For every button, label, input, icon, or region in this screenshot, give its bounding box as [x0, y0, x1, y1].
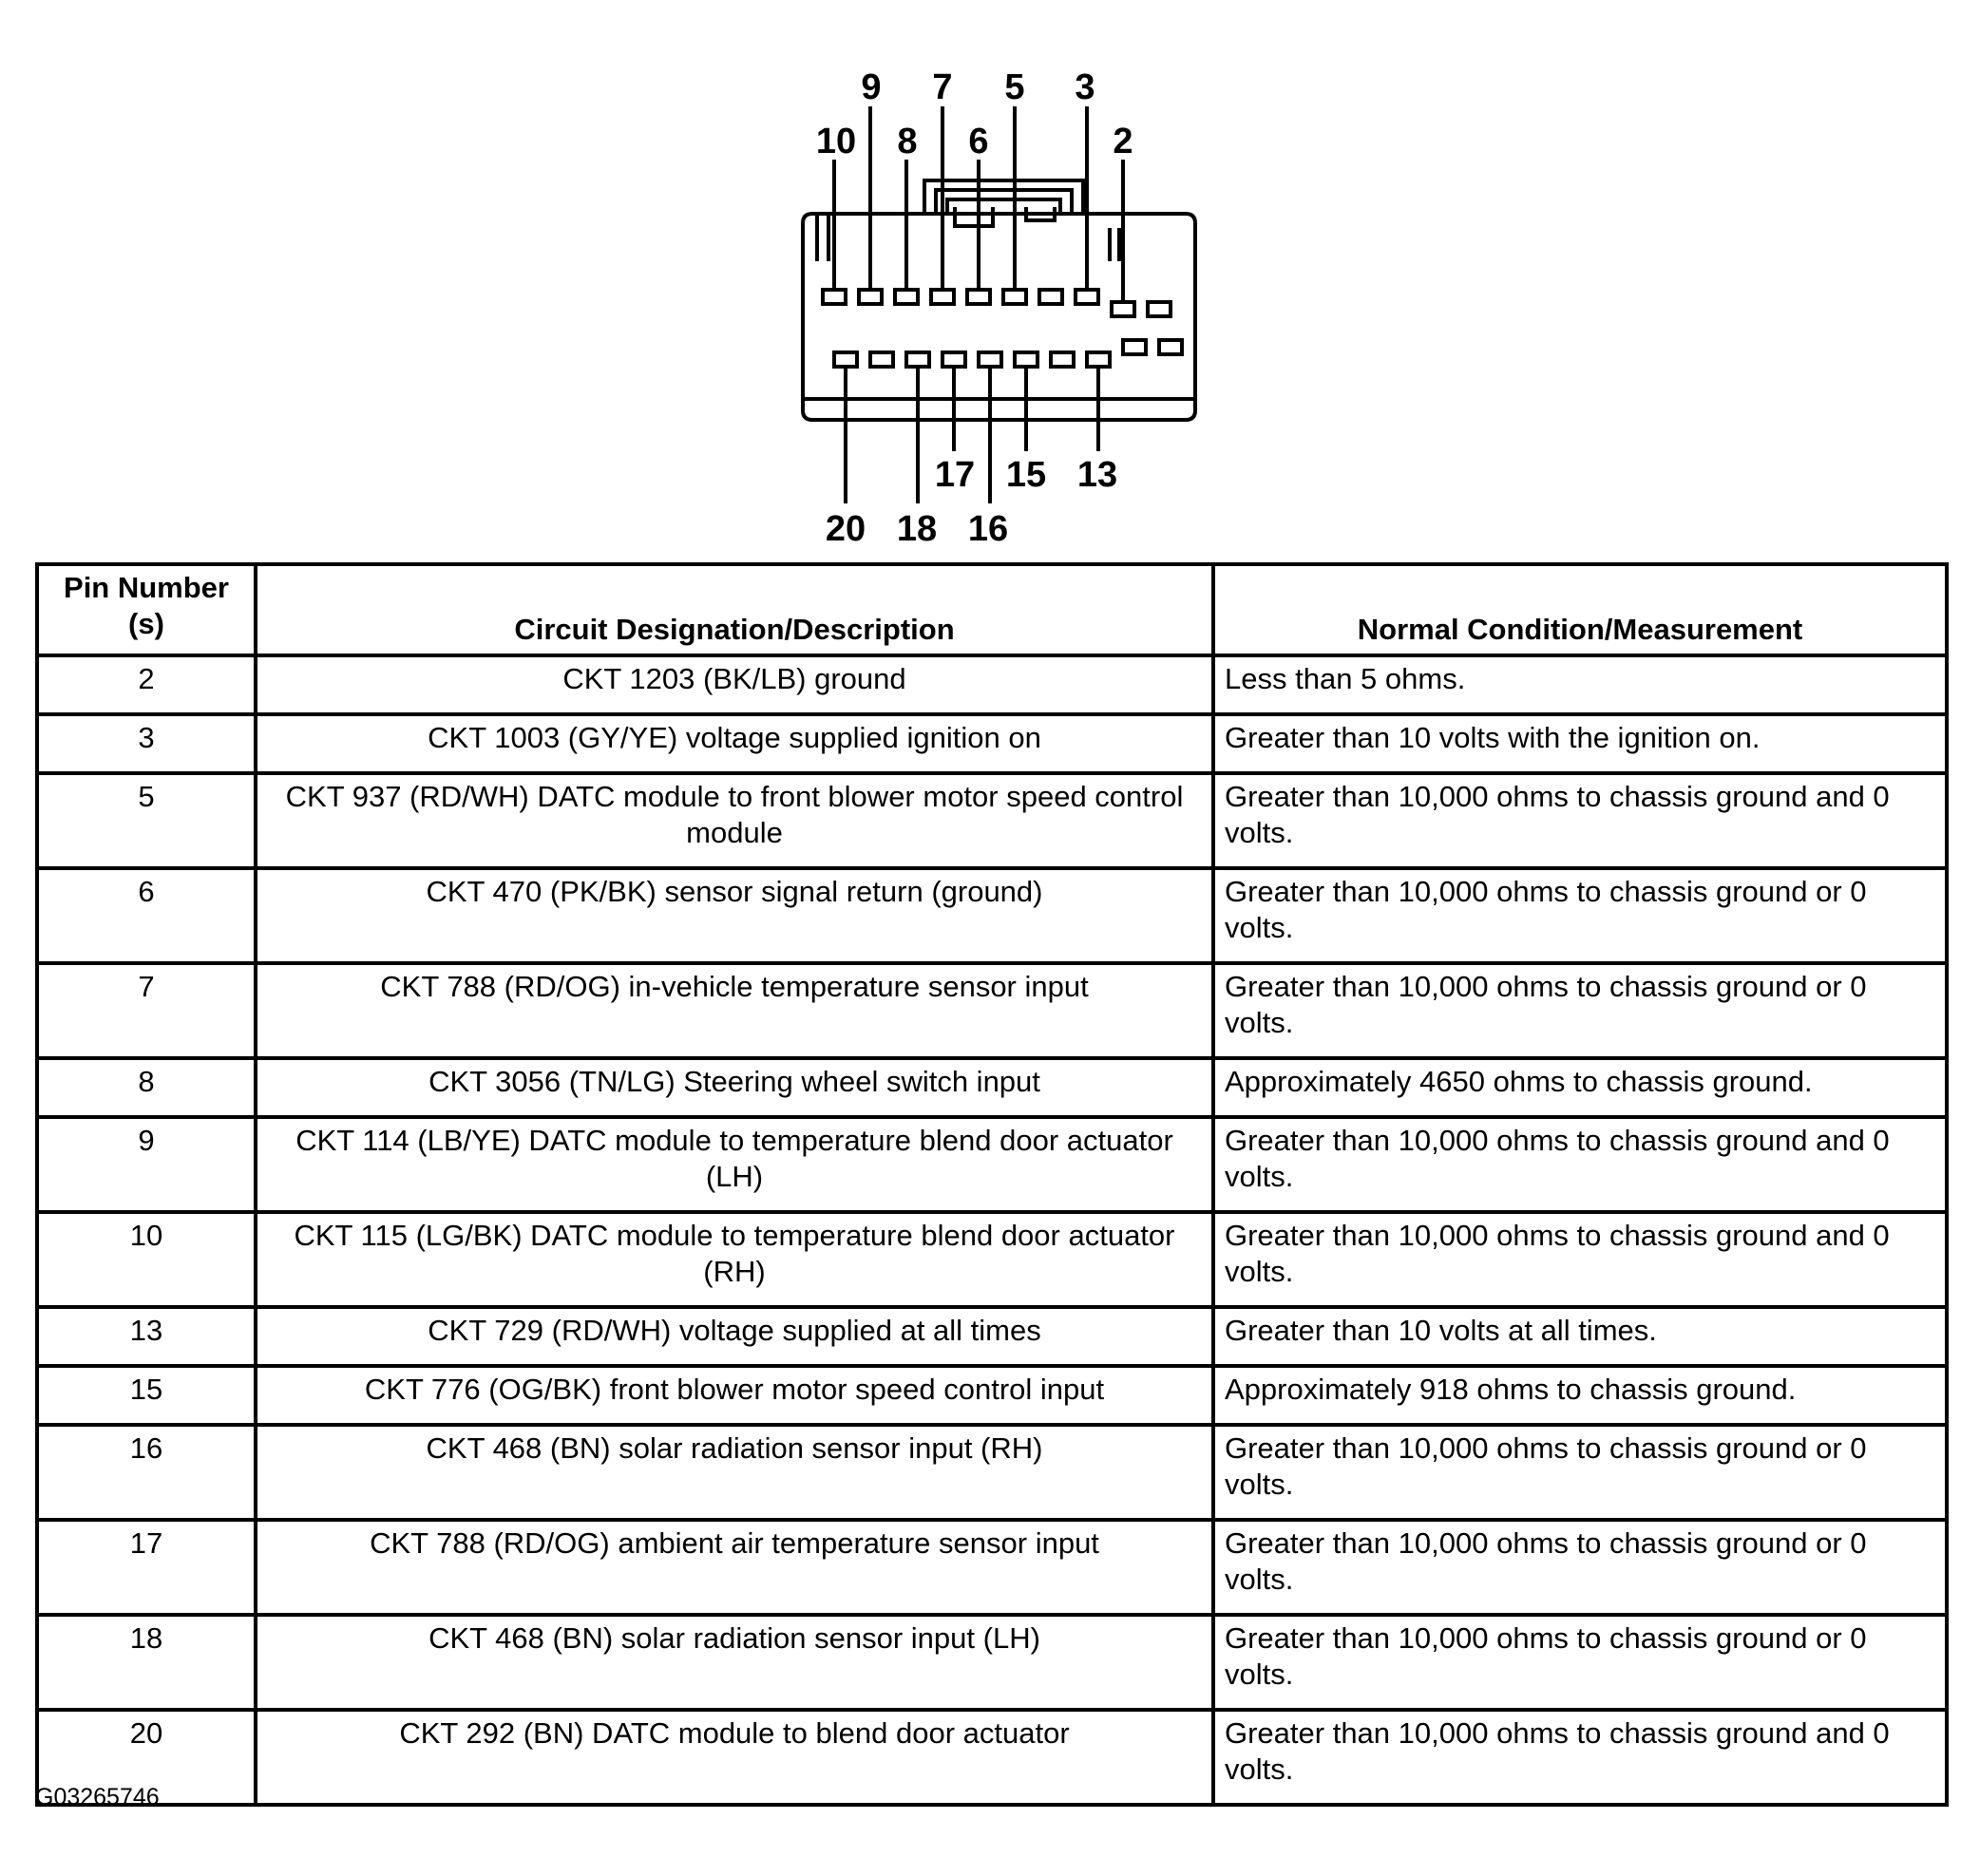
pin-8 [895, 290, 918, 304]
pin-number-cell: 17 [37, 1520, 256, 1615]
pin-number-cell: 18 [37, 1615, 256, 1710]
pin-16 [979, 352, 1001, 367]
pin-18 [906, 352, 929, 367]
top-pin-row [823, 290, 1171, 316]
connector-body [803, 214, 1195, 420]
pin-17 [942, 352, 965, 367]
normal-condition-cell: Approximately 918 ohms to chassis ground. [1213, 1366, 1947, 1425]
pin-10 [823, 290, 846, 304]
label-pin-10: 10 [815, 122, 857, 161]
label-pin-15: 15 [1005, 455, 1047, 495]
normal-condition-cell: Less than 5 ohms. [1213, 655, 1947, 714]
pin-7 [931, 290, 954, 304]
connector-key-right [1110, 228, 1119, 261]
circuit-description-cell: CKT 788 (RD/OG) in-vehicle temperature sensor input [256, 963, 1213, 1058]
pin-4 [1039, 290, 1062, 304]
connector-diagram [0, 0, 1980, 560]
label-pin-9: 9 [861, 67, 882, 107]
pin-number-cell: 15 [37, 1366, 256, 1425]
header-circuit-description: Circuit Designation/Description [256, 564, 1213, 655]
normal-condition-cell: Greater than 10,000 ohms to chassis ground or 0 volts. [1213, 1425, 1947, 1520]
pin-12 [1123, 340, 1146, 354]
label-pin-8: 8 [897, 122, 918, 161]
normal-condition-cell: Greater than 10,000 ohms to chassis ground or 0 volts. [1213, 868, 1947, 963]
pin-6 [967, 290, 990, 304]
table-row [37, 1615, 1947, 1710]
table-row [37, 773, 1947, 868]
connector-latch-inner [955, 207, 1055, 226]
normal-condition-cell: Greater than 10,000 ohms to chassis ground or 0 volts. [1213, 963, 1947, 1058]
pin-9 [859, 290, 882, 304]
circuit-description-cell: CKT 937 (RD/WH) DATC module to front blower motor speed control module [256, 773, 1213, 868]
label-pin-16: 16 [967, 509, 1009, 549]
pin-20 [834, 352, 857, 367]
header-normal-condition: Normal Condition/Measurement [1213, 564, 1947, 655]
pin-2 [1112, 302, 1134, 316]
circuit-description-cell: CKT 468 (BN) solar radiation sensor input (LH) [256, 1615, 1213, 1710]
circuit-description-cell: CKT 115 (LG/BK) DATC module to temperature blend door actuator (RH) [256, 1212, 1213, 1307]
normal-condition-cell: Greater than 10,000 ohms to chassis ground or 0 volts. [1213, 1520, 1947, 1615]
bottom-pin-row [834, 340, 1182, 367]
pin-14 [1051, 352, 1074, 367]
header-pin-number: Pin Number (s) [37, 564, 256, 655]
pin-15 [1015, 352, 1038, 367]
pin-number-cell: 20 [37, 1710, 256, 1805]
circuit-description-cell: CKT 1203 (BK/LB) ground [256, 655, 1213, 714]
label-pin-6: 6 [968, 122, 989, 161]
pin-3 [1076, 290, 1098, 304]
pin-13 [1087, 352, 1110, 367]
normal-condition-cell: Approximately 4650 ohms to chassis ground. [1213, 1058, 1947, 1117]
pin-number-cell: 13 [37, 1307, 256, 1366]
normal-condition-cell: Greater than 10 volts with the ignition on. [1213, 714, 1947, 773]
table-header-row [37, 564, 1947, 655]
table-row [37, 1212, 1947, 1307]
circuit-description-cell: CKT 470 (PK/BK) sensor signal return (ground) [256, 868, 1213, 963]
pin-19 [870, 352, 893, 367]
label-pin-20: 20 [825, 509, 866, 549]
label-pin-2: 2 [1113, 122, 1133, 161]
circuit-description-cell: CKT 114 (LB/YE) DATC module to temperature blend door actuator (LH) [256, 1117, 1213, 1212]
table-row [37, 1058, 1947, 1117]
pin-test-table [35, 562, 1949, 1807]
table-row [37, 655, 1947, 714]
label-pin-5: 5 [1004, 67, 1025, 107]
pin-number-cell: 16 [37, 1425, 256, 1520]
circuit-description-cell: CKT 3056 (TN/LG) Steering wheel switch input [256, 1058, 1213, 1117]
pin-number-cell: 10 [37, 1212, 256, 1307]
connector-latch [924, 180, 1083, 214]
normal-condition-cell: Greater than 10,000 ohms to chassis ground and 0 volts. [1213, 1710, 1947, 1805]
table-row [37, 1520, 1947, 1615]
pin-number-cell: 8 [37, 1058, 256, 1117]
circuit-description-cell: CKT 292 (BN) DATC module to blend door actuator [256, 1710, 1213, 1805]
pin-number-cell: 3 [37, 714, 256, 773]
label-pin-13: 13 [1076, 455, 1118, 495]
table-row [37, 1117, 1947, 1212]
circuit-description-cell: CKT 788 (RD/OG) ambient air temperature sensor input [256, 1520, 1213, 1615]
normal-condition-cell: Greater than 10,000 ohms to chassis ground and 0 volts. [1213, 1117, 1947, 1212]
circuit-description-cell: CKT 1003 (GY/YE) voltage supplied ignition on [256, 714, 1213, 773]
pin-number-cell: 5 [37, 773, 256, 868]
table-row [37, 1366, 1947, 1425]
normal-condition-cell: Greater than 10,000 ohms to chassis ground or 0 volts. [1213, 1615, 1947, 1710]
pin-number-cell: 2 [37, 655, 256, 714]
pin-number-cell: 6 [37, 868, 256, 963]
table-row [37, 714, 1947, 773]
label-pin-17: 17 [934, 455, 976, 495]
pin-1 [1148, 302, 1171, 316]
circuit-description-cell: CKT 468 (BN) solar radiation sensor input (RH) [256, 1425, 1213, 1520]
pin-number-cell: 9 [37, 1117, 256, 1212]
pin-number-cell: 7 [37, 963, 256, 1058]
normal-condition-cell: Greater than 10,000 ohms to chassis ground and 0 volts. [1213, 773, 1947, 868]
label-pin-18: 18 [896, 509, 938, 549]
normal-condition-cell: Greater than 10,000 ohms to chassis ground and 0 volts. [1213, 1212, 1947, 1307]
normal-condition-cell: Greater than 10 volts at all times. [1213, 1307, 1947, 1366]
table-row [37, 1425, 1947, 1520]
table-row [37, 1307, 1947, 1366]
circuit-description-cell: CKT 776 (OG/BK) front blower motor speed control input [256, 1366, 1213, 1425]
figure-id: G03265746 [35, 1784, 160, 1810]
label-pin-7: 7 [932, 67, 953, 107]
table-row [37, 963, 1947, 1058]
pin-5 [1003, 290, 1026, 304]
circuit-description-cell: CKT 729 (RD/WH) voltage supplied at all times [256, 1307, 1213, 1366]
pin-11 [1159, 340, 1182, 354]
label-pin-3: 3 [1075, 67, 1095, 107]
table-row [37, 868, 1947, 963]
connector-key-left [817, 214, 828, 261]
table-row [37, 1710, 1947, 1805]
